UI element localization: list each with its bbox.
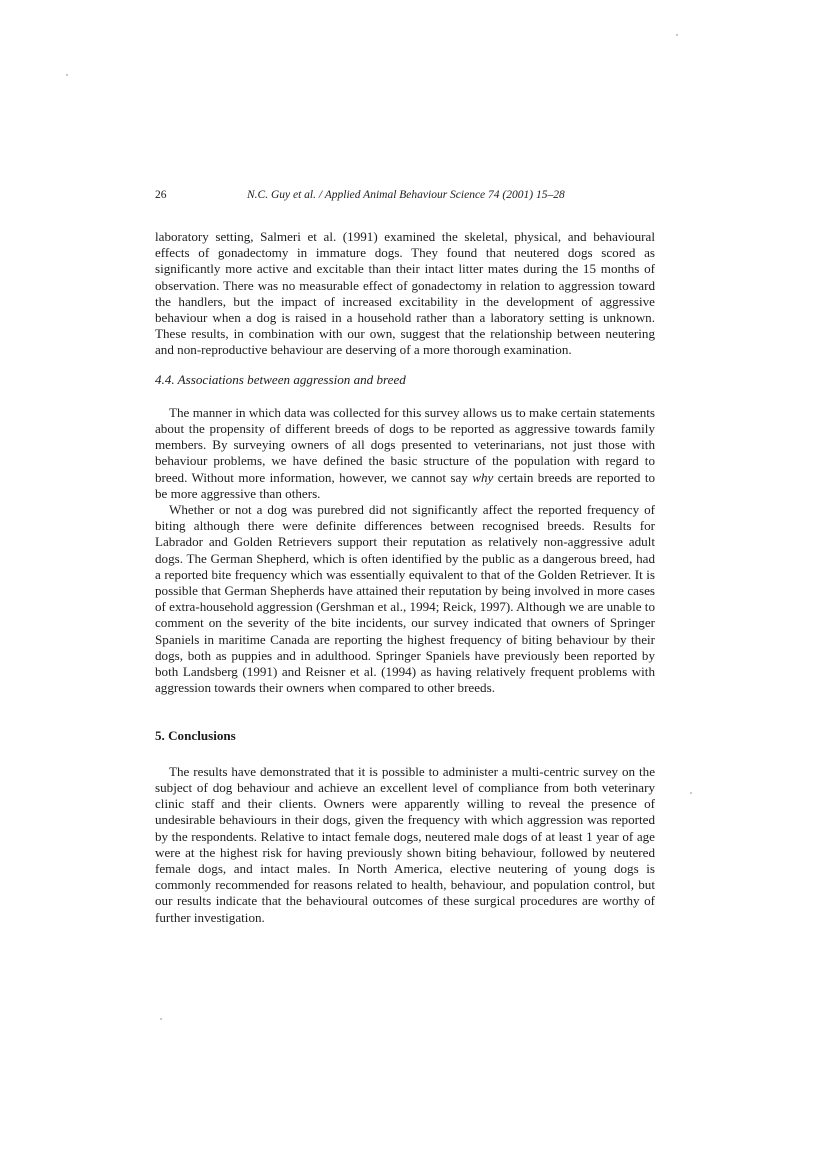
section-heading-conclusions: 5. Conclusions [155,728,236,744]
scan-speck [160,1018,162,1020]
body-paragraph: The results have demonstrated that it is possible to administer a multi-centric survey on the subject of dog behaviour and achieve an excellent level of compliance from both veterinary clinic staff and their clients. Owners were apparently willing to reveal the presence of undesirable behaviours in their dogs, given the frequency with which aggression was reported by the respondents. Relative to intact female dogs, neutered male dogs of at least 1 year of age were at the highest risk for having previously shown biting behaviour, followed by neutered female dogs, and intact males. In North America, elective neutering of young dogs is commonly recommended for reasons related to health, behaviour, and population control, but our results indicate that the behavioural outcomes of these surgical procedures are worthy of further investigation. [155,763,655,925]
body-paragraph: laboratory setting, Salmeri et al. (1991) examined the skeletal, physical, and behavioural effects of gonadectomy in immature dogs. They found that neutered dogs scored as significantly more active and excitable than their intact litter mates during the 15 months of observation. There was no measurable effect of gonadectomy in relation to aggression toward the handlers, but the impact of increased excitability in the development of aggressive behaviour when a dog is raised in a household rather than a laboratory setting is unknown. These results, in combination with our own, suggest that the relationship between neutering and non-reproductive behaviour are deserving of a more thorough examination. [155,229,655,358]
paragraph-text: certain breeds are reported to be more aggressive than others. [155,469,656,501]
running-head: N.C. Guy et al. / Applied Animal Behaviour Science 74 (2001) 15–28 [247,189,565,201]
body-paragraph: Whether or not a dog was purebred did not significantly affect the reported frequency of biting although there were definite differences between recognised breeds. Results for Labrador and Golden Retrievers support their reputation as relatively non-aggressive adult dogs. The German Shepherd, which is often identified by the public as a dangerous breed, had a reported bite frequency which was essentially equivalent to that of the Golden Retriever. It is possible that German Shepherds have attained their reputation by being involved in more cases of extra-household aggression (Gershman et al., 1994; Reick, 1997). Although we are unable to comment on the severity of the bite incidents, our survey indicated that owners of Springer Spaniels in maritime Canada are reporting the highest frequency of biting behaviour by their dogs, both as puppies and in adulthood. Springer Spaniels have previously been reported by both Landsberg (1991) and Reisner et al. (1994) as having relatively frequent problems with aggression towards their owners when compared to other breeds. [155,502,655,696]
page-number: 26 [155,189,167,201]
scan-speck [66,74,68,76]
scan-speck [690,792,692,794]
paragraph-text: The manner in which data was collected for this survey allows us to make certain statements about the propensity of different breeds of dogs to be reported as aggressive towards family members. By surveying owners of all dogs presented to veterinarians, not just those with behaviour problems, we have defined the basic structure of the population with regard to breed. Without more information, however, we cannot say [155,404,655,485]
emphasis-text: why [472,469,494,485]
page-header [155,188,655,210]
scan-speck [676,34,678,36]
journal-page [155,188,655,926]
section-heading-4-4: 4.4. Associations between aggression and breed [155,371,406,387]
body-paragraph [155,405,655,502]
